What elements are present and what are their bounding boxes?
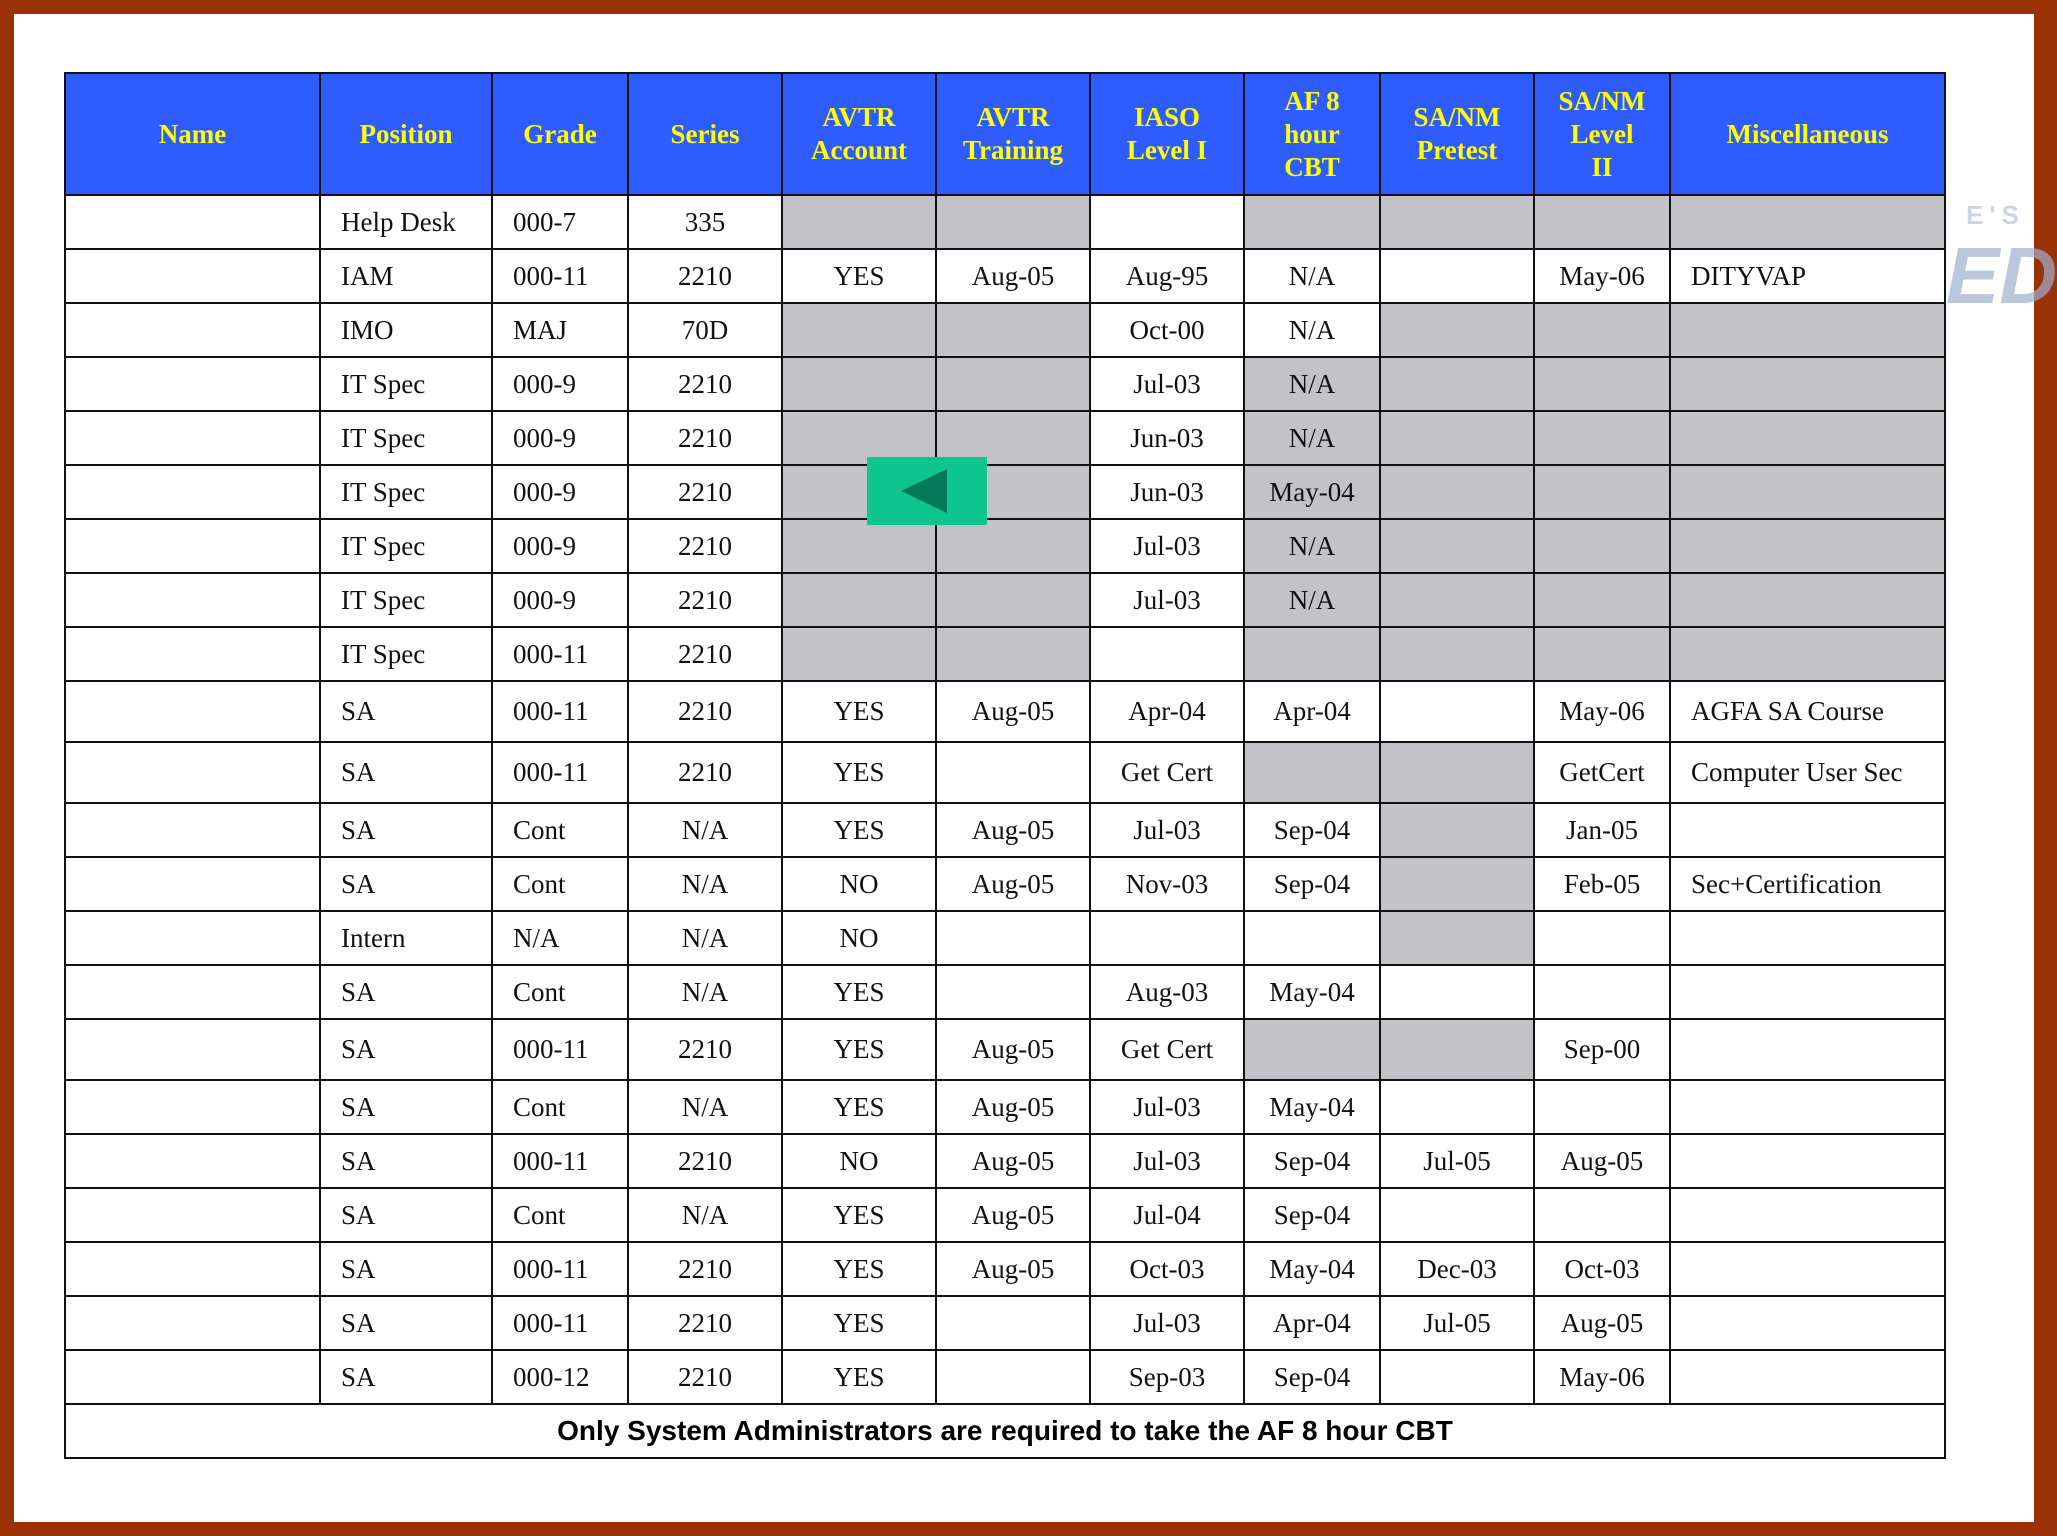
cell-sanm-pretest: Jul-05 <box>1380 1296 1534 1350</box>
cell-avtr-training <box>936 1296 1090 1350</box>
cell-position: SA <box>320 742 492 803</box>
cell-misc <box>1670 1188 1945 1242</box>
cell-af-cbt: N/A <box>1244 249 1380 303</box>
cell-name <box>65 742 320 803</box>
table-row <box>65 627 1945 681</box>
cell-iaso-level: Jun-03 <box>1090 411 1244 465</box>
cell-sanm-level: May-06 <box>1534 249 1670 303</box>
cell-position: IAM <box>320 249 492 303</box>
table-row <box>65 573 1945 627</box>
cell-avtr-account: YES <box>782 249 936 303</box>
cell-name <box>65 1350 320 1404</box>
cell-grade: 000-9 <box>492 411 628 465</box>
cell-iaso-level: Jul-03 <box>1090 1296 1244 1350</box>
cell-avtr-account: YES <box>782 742 936 803</box>
cell-grade: Cont <box>492 1188 628 1242</box>
cell-misc <box>1670 357 1945 411</box>
col-header-sanm-pretest: SA/NM Pretest <box>1380 73 1534 195</box>
cell-name <box>65 1019 320 1080</box>
cell-name <box>65 357 320 411</box>
cell-af-cbt: Apr-04 <box>1244 1296 1380 1350</box>
cell-sanm-pretest <box>1380 965 1534 1019</box>
table-row <box>65 1080 1945 1134</box>
table-row <box>65 303 1945 357</box>
cell-position: IT Spec <box>320 411 492 465</box>
table-row <box>65 519 1945 573</box>
cell-misc <box>1670 1134 1945 1188</box>
cell-grade: 000-11 <box>492 742 628 803</box>
cell-iaso-level: Get Cert <box>1090 1019 1244 1080</box>
cell-avtr-training: Aug-05 <box>936 1134 1090 1188</box>
cell-position: Intern <box>320 911 492 965</box>
cell-series: 2210 <box>628 357 782 411</box>
cell-misc: DITYVAP <box>1670 249 1945 303</box>
cell-position: SA <box>320 1019 492 1080</box>
cell-series: 2210 <box>628 519 782 573</box>
cell-sanm-level: Feb-05 <box>1534 857 1670 911</box>
cell-series: 335 <box>628 195 782 249</box>
cell-grade: 000-9 <box>492 573 628 627</box>
cell-sanm-pretest <box>1380 857 1534 911</box>
cell-sanm-level <box>1534 911 1670 965</box>
cell-avtr-account: NO <box>782 1134 936 1188</box>
cell-af-cbt <box>1244 195 1380 249</box>
cell-series: 2210 <box>628 627 782 681</box>
cell-series: 2210 <box>628 1242 782 1296</box>
cell-iaso-level: Aug-95 <box>1090 249 1244 303</box>
cell-position: SA <box>320 1080 492 1134</box>
cell-series: N/A <box>628 1080 782 1134</box>
cell-avtr-account <box>782 357 936 411</box>
cell-avtr-account: YES <box>782 1188 936 1242</box>
cell-af-cbt: N/A <box>1244 411 1380 465</box>
cell-misc: AGFA SA Course <box>1670 681 1945 742</box>
cell-avtr-training: Aug-05 <box>936 1080 1090 1134</box>
table-row <box>65 1134 1945 1188</box>
table-row <box>65 357 1945 411</box>
cell-position: SA <box>320 681 492 742</box>
cell-position: SA <box>320 1350 492 1404</box>
table-row <box>65 857 1945 911</box>
cell-iaso-level <box>1090 195 1244 249</box>
col-header-misc: Miscellaneous <box>1670 73 1945 195</box>
cell-grade: MAJ <box>492 303 628 357</box>
cell-series: 2210 <box>628 411 782 465</box>
cell-avtr-training <box>936 357 1090 411</box>
cell-misc <box>1670 911 1945 965</box>
cell-series: 70D <box>628 303 782 357</box>
col-header-avtr-training: AVTR Training <box>936 73 1090 195</box>
cell-avtr-account <box>782 519 936 573</box>
cell-grade: 000-9 <box>492 357 628 411</box>
cell-iaso-level: Jul-03 <box>1090 357 1244 411</box>
cell-sanm-level: Aug-05 <box>1534 1296 1670 1350</box>
cell-avtr-training <box>936 195 1090 249</box>
cell-avtr-account <box>782 195 936 249</box>
cell-grade: Cont <box>492 965 628 1019</box>
cell-position: SA <box>320 1188 492 1242</box>
cell-avtr-training <box>936 1350 1090 1404</box>
cell-avtr-account <box>782 627 936 681</box>
cell-af-cbt: May-04 <box>1244 1080 1380 1134</box>
cell-grade: 000-11 <box>492 1242 628 1296</box>
cell-avtr-training: Aug-05 <box>936 1188 1090 1242</box>
cell-sanm-pretest <box>1380 1080 1534 1134</box>
cell-sanm-level <box>1534 573 1670 627</box>
cell-grade: 000-7 <box>492 195 628 249</box>
cell-sanm-level <box>1534 303 1670 357</box>
cell-misc: Computer User Sec <box>1670 742 1945 803</box>
cell-iaso-level: Oct-03 <box>1090 1242 1244 1296</box>
cell-iaso-level: Jul-03 <box>1090 1080 1244 1134</box>
table-row <box>65 742 1945 803</box>
cell-iaso-level: Jul-03 <box>1090 519 1244 573</box>
cell-name <box>65 1080 320 1134</box>
cell-position: SA <box>320 1242 492 1296</box>
cell-sanm-level <box>1534 465 1670 519</box>
cell-af-cbt <box>1244 1019 1380 1080</box>
table-row <box>65 1242 1945 1296</box>
cell-avtr-training: Aug-05 <box>936 803 1090 857</box>
cell-name <box>65 573 320 627</box>
cell-sanm-pretest <box>1380 357 1534 411</box>
cell-grade: 000-11 <box>492 1296 628 1350</box>
cell-sanm-pretest <box>1380 411 1534 465</box>
cell-name <box>65 519 320 573</box>
cell-series: 2210 <box>628 742 782 803</box>
cell-series: 2210 <box>628 465 782 519</box>
cell-avtr-training: Aug-05 <box>936 1242 1090 1296</box>
table-row <box>65 249 1945 303</box>
cell-misc: Sec+Certification <box>1670 857 1945 911</box>
col-header-sanm-level: SA/NM Level II <box>1534 73 1670 195</box>
cell-avtr-training: Aug-05 <box>936 681 1090 742</box>
col-header-af-cbt: AF 8 hour CBT <box>1244 73 1380 195</box>
table-row <box>65 411 1945 465</box>
cell-avtr-training: Aug-05 <box>936 249 1090 303</box>
table-row <box>65 681 1945 742</box>
cell-series: 2210 <box>628 681 782 742</box>
cell-af-cbt: N/A <box>1244 303 1380 357</box>
cell-misc <box>1670 1080 1945 1134</box>
cell-avtr-training <box>936 573 1090 627</box>
cell-series: N/A <box>628 965 782 1019</box>
cell-name <box>65 411 320 465</box>
cell-name <box>65 465 320 519</box>
cell-sanm-level: May-06 <box>1534 1350 1670 1404</box>
cell-af-cbt: May-04 <box>1244 1242 1380 1296</box>
cell-af-cbt: Sep-04 <box>1244 1188 1380 1242</box>
cell-avtr-account: YES <box>782 1296 936 1350</box>
table-row <box>65 803 1945 857</box>
cell-iaso-level: Sep-03 <box>1090 1350 1244 1404</box>
cell-sanm-pretest <box>1380 465 1534 519</box>
cell-position: IMO <box>320 303 492 357</box>
cell-grade: 000-11 <box>492 681 628 742</box>
cell-sanm-level <box>1534 519 1670 573</box>
cell-position: SA <box>320 1296 492 1350</box>
table-row <box>65 1296 1945 1350</box>
table-row <box>65 1188 1945 1242</box>
cell-grade: Cont <box>492 857 628 911</box>
cell-series: 2210 <box>628 1134 782 1188</box>
cell-avtr-training <box>936 303 1090 357</box>
cell-avtr-training <box>936 627 1090 681</box>
table-row <box>65 195 1945 249</box>
cell-af-cbt <box>1244 627 1380 681</box>
cell-sanm-pretest <box>1380 519 1534 573</box>
cell-grade: 000-12 <box>492 1350 628 1404</box>
cell-sanm-level <box>1534 627 1670 681</box>
cell-iaso-level: Jul-04 <box>1090 1188 1244 1242</box>
cell-avtr-account <box>782 573 936 627</box>
cell-series: N/A <box>628 911 782 965</box>
cell-af-cbt: N/A <box>1244 357 1380 411</box>
cell-iaso-level: Oct-00 <box>1090 303 1244 357</box>
cell-grade: Cont <box>492 803 628 857</box>
cell-avtr-account: YES <box>782 1350 936 1404</box>
footer-note: Only System Administrators are required to take the AF 8 hour CBT <box>65 1404 1945 1458</box>
cell-name <box>65 857 320 911</box>
cell-avtr-training: Aug-05 <box>936 1019 1090 1080</box>
cell-avtr-account: NO <box>782 857 936 911</box>
cell-avtr-training <box>936 519 1090 573</box>
cell-iaso-level: Apr-04 <box>1090 681 1244 742</box>
cell-avtr-training <box>936 965 1090 1019</box>
cell-grade: 000-9 <box>492 519 628 573</box>
training-roster-table <box>64 72 1946 1459</box>
cell-sanm-level: Aug-05 <box>1534 1134 1670 1188</box>
cell-series: 2210 <box>628 573 782 627</box>
cell-avtr-account: YES <box>782 681 936 742</box>
cell-sanm-pretest <box>1380 742 1534 803</box>
cell-position: SA <box>320 803 492 857</box>
cell-position: IT Spec <box>320 573 492 627</box>
cell-af-cbt <box>1244 911 1380 965</box>
col-header-grade: Grade <box>492 73 628 195</box>
cell-iaso-level <box>1090 911 1244 965</box>
cell-position: IT Spec <box>320 357 492 411</box>
watermark-logo: E'S ED <box>1946 200 2057 320</box>
cell-avtr-account: YES <box>782 803 936 857</box>
slide <box>14 14 2057 1522</box>
table-row <box>65 1350 1945 1404</box>
cell-sanm-pretest <box>1380 681 1534 742</box>
cell-name <box>65 249 320 303</box>
cell-name <box>65 195 320 249</box>
cell-series: N/A <box>628 857 782 911</box>
col-header-position: Position <box>320 73 492 195</box>
col-header-iaso-level: IASO Level I <box>1090 73 1244 195</box>
cell-name <box>65 627 320 681</box>
cell-grade: 000-11 <box>492 627 628 681</box>
cell-avtr-training <box>936 742 1090 803</box>
cell-misc <box>1670 411 1945 465</box>
cell-sanm-level <box>1534 357 1670 411</box>
cell-sanm-pretest <box>1380 1350 1534 1404</box>
cell-sanm-pretest <box>1380 1188 1534 1242</box>
cell-misc <box>1670 803 1945 857</box>
cell-af-cbt <box>1244 742 1380 803</box>
cell-af-cbt: Apr-04 <box>1244 681 1380 742</box>
cell-sanm-pretest <box>1380 573 1534 627</box>
cell-af-cbt: Sep-04 <box>1244 1350 1380 1404</box>
cell-series: N/A <box>628 803 782 857</box>
cell-avtr-account: YES <box>782 1019 936 1080</box>
cell-grade: 000-11 <box>492 249 628 303</box>
triangle-left-icon <box>867 457 987 525</box>
cell-sanm-level: Oct-03 <box>1534 1242 1670 1296</box>
roster-body <box>65 195 1945 1404</box>
cell-sanm-pretest <box>1380 195 1534 249</box>
cell-sanm-level: GetCert <box>1534 742 1670 803</box>
footer-row <box>65 1404 1945 1458</box>
cell-sanm-level: May-06 <box>1534 681 1670 742</box>
cell-sanm-pretest <box>1380 803 1534 857</box>
cell-misc <box>1670 965 1945 1019</box>
cell-misc <box>1670 1350 1945 1404</box>
cell-grade: 000-11 <box>492 1019 628 1080</box>
cell-af-cbt: Sep-04 <box>1244 1134 1380 1188</box>
cell-af-cbt: N/A <box>1244 519 1380 573</box>
cell-misc <box>1670 627 1945 681</box>
cell-af-cbt: May-04 <box>1244 965 1380 1019</box>
cell-avtr-account: YES <box>782 1242 936 1296</box>
cell-af-cbt: May-04 <box>1244 465 1380 519</box>
cell-name <box>65 1188 320 1242</box>
back-button[interactable] <box>867 457 987 525</box>
cell-sanm-pretest <box>1380 1019 1534 1080</box>
cell-af-cbt: N/A <box>1244 573 1380 627</box>
cell-name <box>65 1134 320 1188</box>
cell-avtr-training <box>936 911 1090 965</box>
cell-name <box>65 1242 320 1296</box>
cell-iaso-level: Nov-03 <box>1090 857 1244 911</box>
header-row <box>65 73 1945 195</box>
cell-position: SA <box>320 965 492 1019</box>
cell-sanm-pretest: Dec-03 <box>1380 1242 1534 1296</box>
cell-name <box>65 303 320 357</box>
table-row <box>65 965 1945 1019</box>
cell-sanm-pretest: Jul-05 <box>1380 1134 1534 1188</box>
cell-series: 2210 <box>628 1019 782 1080</box>
col-header-series: Series <box>628 73 782 195</box>
cell-iaso-level: Jul-03 <box>1090 573 1244 627</box>
cell-sanm-pretest <box>1380 249 1534 303</box>
cell-series: 2210 <box>628 249 782 303</box>
cell-name <box>65 965 320 1019</box>
cell-misc <box>1670 1296 1945 1350</box>
cell-name <box>65 1296 320 1350</box>
cell-iaso-level <box>1090 627 1244 681</box>
cell-sanm-level <box>1534 1188 1670 1242</box>
cell-position: IT Spec <box>320 465 492 519</box>
cell-position: IT Spec <box>320 519 492 573</box>
cell-avtr-account: NO <box>782 911 936 965</box>
cell-sanm-level <box>1534 1080 1670 1134</box>
cell-misc <box>1670 519 1945 573</box>
cell-sanm-level <box>1534 411 1670 465</box>
cell-series: 2210 <box>628 1350 782 1404</box>
cell-grade: N/A <box>492 911 628 965</box>
cell-name <box>65 911 320 965</box>
table-row <box>65 1019 1945 1080</box>
cell-misc <box>1670 465 1945 519</box>
cell-position: SA <box>320 1134 492 1188</box>
cell-series: 2210 <box>628 1296 782 1350</box>
table-row <box>65 911 1945 965</box>
cell-iaso-level: Jul-03 <box>1090 803 1244 857</box>
cell-misc <box>1670 1242 1945 1296</box>
cell-sanm-pretest <box>1380 303 1534 357</box>
cell-iaso-level: Aug-03 <box>1090 965 1244 1019</box>
cell-grade: Cont <box>492 1080 628 1134</box>
col-header-avtr-account: AVTR Account <box>782 73 936 195</box>
col-header-name: Name <box>65 73 320 195</box>
cell-sanm-level <box>1534 965 1670 1019</box>
table-row <box>65 465 1945 519</box>
cell-series: N/A <box>628 1188 782 1242</box>
cell-position: Help Desk <box>320 195 492 249</box>
cell-misc <box>1670 573 1945 627</box>
cell-sanm-level <box>1534 195 1670 249</box>
cell-name <box>65 681 320 742</box>
cell-avtr-account: YES <box>782 965 936 1019</box>
cell-sanm-level: Sep-00 <box>1534 1019 1670 1080</box>
cell-name <box>65 803 320 857</box>
cell-sanm-pretest <box>1380 627 1534 681</box>
cell-sanm-level: Jan-05 <box>1534 803 1670 857</box>
cell-af-cbt: Sep-04 <box>1244 857 1380 911</box>
cell-iaso-level: Jul-03 <box>1090 1134 1244 1188</box>
cell-misc <box>1670 303 1945 357</box>
cell-sanm-pretest <box>1380 911 1534 965</box>
cell-position: IT Spec <box>320 627 492 681</box>
cell-avtr-account: YES <box>782 1080 936 1134</box>
cell-misc <box>1670 195 1945 249</box>
cell-iaso-level: Jun-03 <box>1090 465 1244 519</box>
cell-avtr-training: Aug-05 <box>936 857 1090 911</box>
cell-iaso-level: Get Cert <box>1090 742 1244 803</box>
cell-grade: 000-11 <box>492 1134 628 1188</box>
cell-avtr-account <box>782 303 936 357</box>
cell-misc <box>1670 1019 1945 1080</box>
cell-grade: 000-9 <box>492 465 628 519</box>
cell-af-cbt: Sep-04 <box>1244 803 1380 857</box>
cell-position: SA <box>320 857 492 911</box>
